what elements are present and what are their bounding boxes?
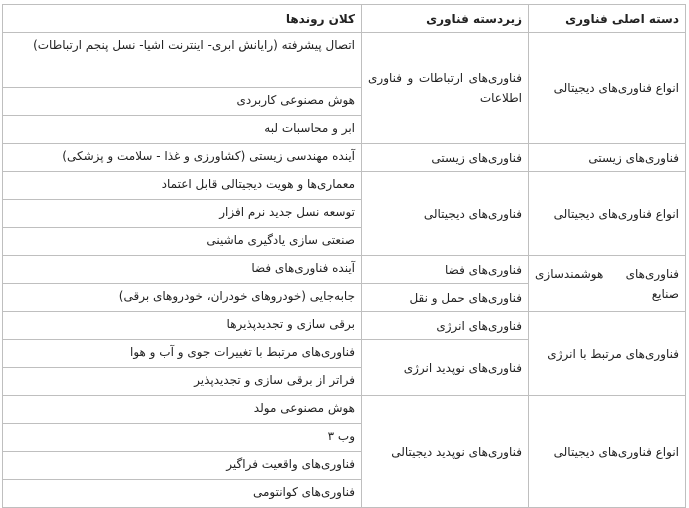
sub-category-cell: فناوری‌های حمل و نقل	[362, 284, 529, 312]
megatrend-cell: فناوری‌های مرتبط با تغییرات جوی و آب و هوا	[3, 340, 362, 368]
table-row	[3, 172, 686, 200]
megatrend-cell: فراتر از برقی سازی و تجدیدپذیر	[3, 368, 362, 396]
megatrend-cell: فناوری‌های واقعیت فراگیر	[3, 452, 362, 480]
table-row	[3, 256, 686, 284]
sub-category-cell: فناوری‌های فضا	[362, 256, 529, 284]
megatrend-cell: معماری‌ها و هویت دیجیتالی قابل اعتماد	[3, 172, 362, 200]
megatrend-cell: اتصال پیشرفته (رایانش ابری- اینترنت اشیا- نسل پنجم ارتباطات)	[3, 33, 362, 88]
sub-category-cell: فناوری‌های نوپدید انرژی	[362, 340, 529, 396]
megatrend-cell: هوش مصنوعی مولد	[3, 396, 362, 424]
main-category-cell: فناوری‌های مرتبط با انرژی	[529, 312, 686, 396]
header-sub-category: زیردسته فناوری	[362, 5, 529, 33]
header-main-category: دسته اصلی فناوری	[529, 5, 686, 33]
sub-category-cell: فناوری‌های نوپدید دیجیتالی	[362, 396, 529, 508]
main-category-cell: انواع فناوری‌های دیجیتالی	[529, 33, 686, 144]
megatrend-cell: آینده مهندسی زیستی (کشاورزی و غذا - سلامت و پزشکی)	[3, 144, 362, 172]
table-header-row	[3, 5, 686, 33]
megatrend-cell: وب ۳	[3, 424, 362, 452]
megatrend-cell: جابه‌جایی (خودروهای خودران، خودروهای برقی)	[3, 284, 362, 312]
megatrend-cell: ابر و محاسبات لبه	[3, 116, 362, 144]
main-category-cell: فناوری‌های هوشمندسازی صنایع	[529, 256, 686, 312]
megatrend-cell: برقی سازی و تجدیدپذیرها	[3, 312, 362, 340]
sub-category-cell: فناوری‌های ارتباطات و فناوری اطلاعات	[362, 33, 529, 144]
sub-category-cell: فناوری‌های انرژی	[362, 312, 529, 340]
megatrend-cell: فناوری‌های کوانتومی	[3, 480, 362, 508]
megatrend-cell: صنعتی سازی یادگیری ماشینی	[3, 228, 362, 256]
table-row	[3, 144, 686, 172]
technology-megatrends-table	[2, 4, 686, 508]
technology-table-container	[2, 4, 685, 508]
main-category-cell: فناوری‌های زیستی	[529, 144, 686, 172]
table-row	[3, 396, 686, 424]
table-row	[3, 312, 686, 340]
main-category-cell: انواع فناوری‌های دیجیتالی	[529, 172, 686, 256]
megatrend-cell: توسعه نسل جدید نرم افزار	[3, 200, 362, 228]
table-row	[3, 33, 686, 88]
sub-category-cell: فناوری‌های دیجیتالی	[362, 172, 529, 256]
main-category-cell: انواع فناوری‌های دیجیتالی	[529, 396, 686, 508]
megatrend-cell: آینده فناوری‌های فضا	[3, 256, 362, 284]
sub-category-cell: فناوری‌های زیستی	[362, 144, 529, 172]
header-megatrends: کلان روندها	[3, 5, 362, 33]
megatrend-cell: هوش مصنوعی کاربردی	[3, 88, 362, 116]
